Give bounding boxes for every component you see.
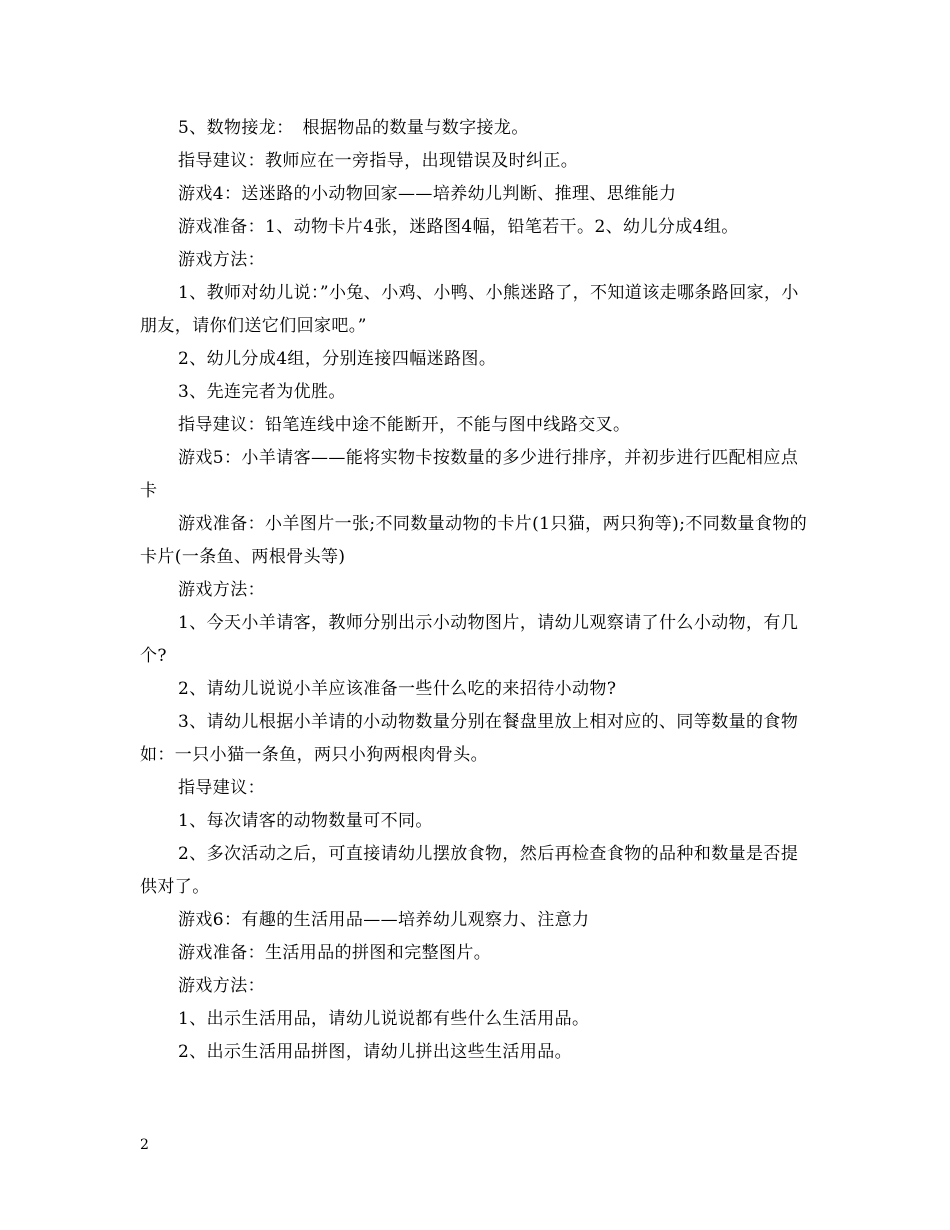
paragraph: 2、请幼儿说说小羊应该准备一些什么吃的来招待小动物? [178, 679, 617, 699]
paragraph: 游戏准备：1、动物卡片4张，迷路图4幅，铅笔若干。2、幼儿分成4组。 [178, 217, 739, 237]
page-content [140, 112, 812, 1069]
paragraph: 游戏准备：小羊图片一张;不同数量动物的卡片(1只猫，两只狗等);不同数量食物的卡片(一条鱼、两根骨头等) [140, 514, 808, 567]
paragraph: 3、先连完者为优胜。 [178, 382, 346, 402]
paragraph: 游戏方法： [178, 976, 265, 996]
paragraph: 游戏4：送迷路的小动物回家——培养幼儿判断、推理、思维能力 [178, 184, 677, 204]
paragraph: 3、请幼儿根据小羊请的小动物数量分别在餐盘里放上相对应的、同等数量的食物如：一只小猫一条鱼，两只小狗两根肉骨头。 [140, 712, 799, 765]
paragraph: 1、教师对幼儿说：”小兔、小鸡、小鸭、小熊迷路了，不知道该走哪条路回家，小朋友，请你们送它们回家吧。” [140, 283, 799, 336]
paragraph: 游戏方法： [178, 250, 265, 270]
paragraph: 游戏5：小羊请客——能将实物卡按数量的多少进行排序，并初步进行匹配相应点卡 [140, 448, 799, 501]
page-number: 2 [140, 1137, 149, 1153]
paragraph: 游戏6：有趣的生活用品——培养幼儿观察力、注意力 [178, 910, 590, 930]
paragraph: 指导建议：铅笔连线中途不能断开，不能与图中线路交叉。 [178, 415, 631, 435]
paragraph: 游戏方法： [178, 580, 265, 600]
paragraph: 2、出示生活用品拼图，请幼儿拼出这些生活用品。 [178, 1042, 573, 1062]
paragraph: 指导建议： [178, 778, 265, 798]
paragraph: 2、多次活动之后，可直接请幼儿摆放食物，然后再检查食物的品种和数量是否提供对了。 [140, 844, 799, 897]
paragraph: 1、今天小羊请客，教师分别出示小动物图片，请幼儿观察请了什么小动物，有几个? [140, 613, 799, 666]
paragraph: 游戏准备：生活用品的拼图和完整图片。 [178, 943, 492, 963]
paragraph: 1、出示生活用品，请幼儿说说都有些什么生活用品。 [178, 1009, 590, 1029]
paragraph: 1、每次请客的动物数量可不同。 [178, 811, 433, 831]
paragraph: 指导建议：教师应在一旁指导，出现错误及时纠正。 [178, 151, 579, 171]
paragraph: 2、幼儿分成4组，分别连接四幅迷路图。 [178, 349, 497, 369]
paragraph: 5、数物接龙： 根据物品的数量与数字接龙。 [178, 118, 529, 138]
